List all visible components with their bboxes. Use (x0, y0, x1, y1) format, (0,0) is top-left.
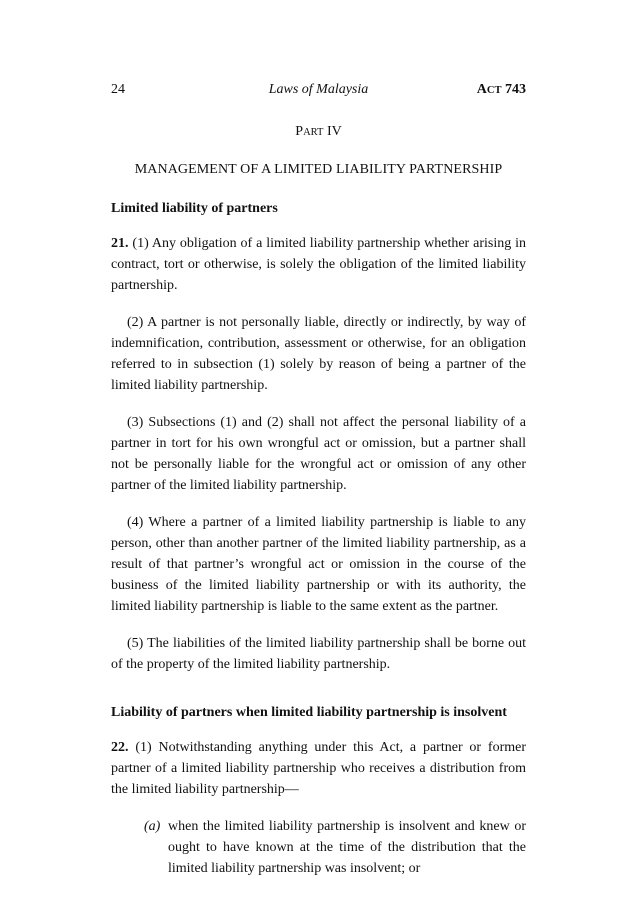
part-heading: PART IV (295, 124, 342, 139)
document-page (111, 82, 526, 879)
section-21-subsection-4: (4) Where a partner of a limited liability partnership is liable to any person, other than another partner of the limited liability partnership, as a result of that partner’s wrongful act or omission in the course of the business of the limited liability partnership or with its authority, the limited liability partnership is liable to the same extent as the partner. (111, 515, 526, 614)
publication-title: Laws of Malaysia (268, 82, 369, 97)
section-22-item-a (111, 816, 526, 879)
section-22-subsection-1: 22. (1) Notwithstanding anything under this Act, a partner or former partner of a limited liability partnership who receives a distribution from the limited liability partnership— (111, 740, 526, 797)
section-21-heading: Limited liability of partners (111, 201, 278, 216)
section-21-subsection-5: (5) The liabilities of the limited liability partnership shall be borne out of the property of the limited liability partnership. (111, 636, 526, 672)
section-22-heading: Liability of partners when limited liability partnership is insolvent (111, 705, 507, 720)
page-number: 24 (111, 82, 125, 97)
main-heading: MANAGEMENT OF A LIMITED LIABILITY PARTNERSHIP (134, 162, 503, 177)
section-21-subsection-3: (3) Subsections (1) and (2) shall not affect the personal liability of a partner in tort for his own wrongful act or omission, but a partner shall not be personally liable for the wrongful act or omission of any other partner of the limited liability partnership. (111, 415, 526, 493)
act-reference: ACT 743 (476, 82, 526, 97)
item-text: when the limited liability partnership is insolvent and knew or ought to have known at the time of the distribution that the limited liability partnership was insolvent; or (168, 819, 526, 876)
section-21-subsection-2: (2) A partner is not personally liable, directly or indirectly, by way of indemnification, contribution, assessment or otherwise, for an obligation referred to in subsection (1) solely by reason of being a partner of the limited liability partnership. (111, 315, 526, 393)
section-21-subsection-1: 21. (1) Any obligation of a limited liability partnership whether arising in contract, tort or otherwise, is solely the obligation of the limited liability partnership. (111, 236, 526, 293)
page-header (111, 82, 526, 102)
item-label: (a) (144, 819, 161, 834)
